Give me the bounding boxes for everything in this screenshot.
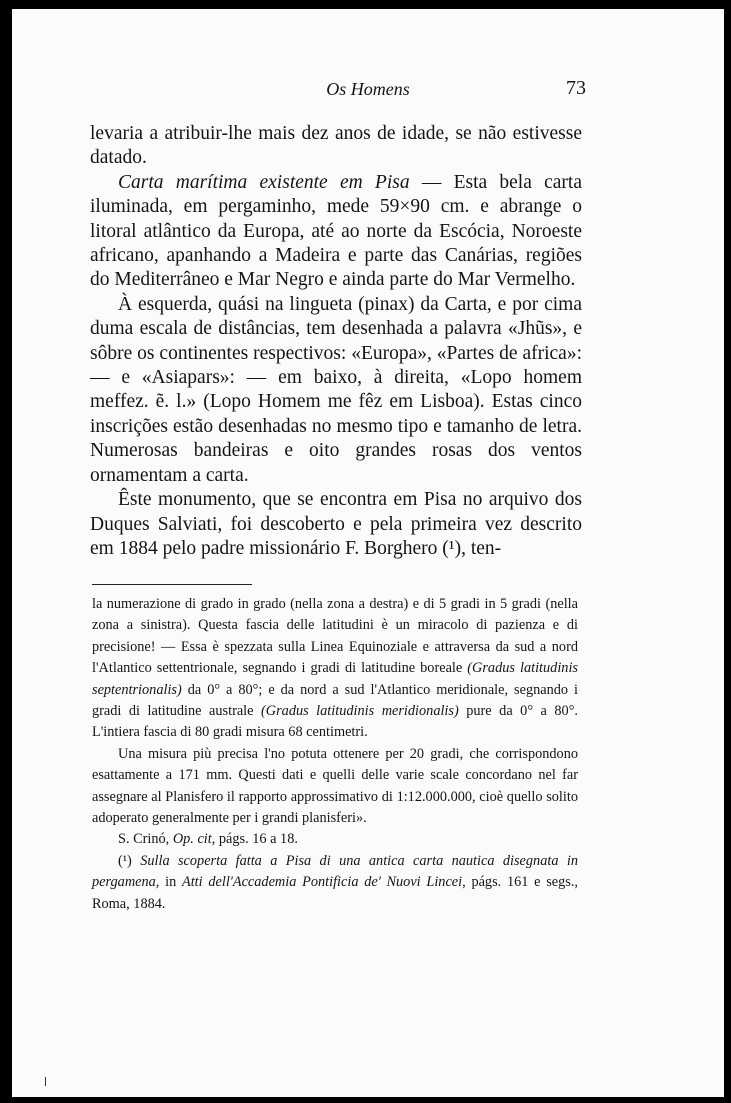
footnote-text: pure da 0° a 80°. L'intiera fascia di 80 gradi misura 68 centimetri.: [92, 703, 578, 741]
main-text: [90, 122, 582, 561]
footnote-measure: Una misura più precisa l'no potuta ottenere per 20 gradi, che corrispondono esattamente a 171 mm. Questi dati e quelli delle varie scale concordano nel far assegnare al Planisfero il rapporto approssimativo di 1:12.000.000, cioè quello solito adoperato generalmente per i grandi planisferi».: [92, 745, 578, 827]
footnote-italic: (Gradus latitudinis septentrionalis): [92, 660, 578, 698]
book-page: [12, 9, 724, 1097]
footnotes: [92, 594, 578, 915]
paragraph-text: — Esta bela carta iluminada, em pergaminho, mede 59×90 cm. e abrange o litoral atlântico da Europa, até ao norte da Escócia, Noroeste africano, apanhando a Madeira e parte das Canárias, regiões do Mediterrâneo e Mar Negro e ainda parte do Mar Vermelho.: [90, 171, 582, 291]
section-heading: Carta marítima existente em Pisa: [118, 171, 410, 193]
footnote-text: la numerazione di grado in grado (nella zona a destra) e di 5 gradi in 5 gradi (nella zona a sinistra). Questa fascia delle latitudini è un miracolo di pazienza e di precisione! — Essa è spezzata sulla Linea Equinoziale e attraversa da sud a nord l'Atlantico settentrionale, segnando i gradi di latitudine boreale: [92, 596, 578, 677]
footnote-italic: (Gradus latitudinis meridionalis): [261, 703, 459, 720]
page-header: [12, 79, 724, 105]
scan-mark: [45, 1077, 46, 1086]
footnote-text: da 0° a 80°; e da nord a sud l'Atlantico meridionale, segnando i gradi di latitudine australe: [92, 681, 578, 720]
footnote-rule: [92, 584, 252, 585]
footnote-text: , págs. 16 a 18.: [211, 831, 298, 848]
footnote-text: S. Crinó,: [118, 831, 173, 848]
footnote-text: in: [159, 874, 182, 891]
footnote-continuation: [92, 594, 578, 744]
footnote-italic: Atti dell'Accademia Pontificia de' Nuovi Lincei,: [181, 874, 466, 891]
paragraph-pisa-chart: [90, 171, 582, 293]
footnote-source: [92, 829, 578, 850]
footnote-italic: Op. cit: [172, 831, 212, 848]
paragraph-monument: Êste monumento, que se encontra em Pisa no arquivo dos Duques Salviati, foi descoberto e pela primeira vez descrito em 1884 pelo padre missionário F. Borghero (¹), ten-: [90, 489, 582, 559]
footnote-text: págs. 161 e segs., Roma, 1884.: [92, 874, 578, 912]
footnote-marker: (¹): [118, 852, 141, 869]
running-title: Os Homens: [326, 79, 410, 99]
paragraph-inscriptions: À esquerda, quási na lingueta (pinax) da Carta, e por cima duma escala de distâncias, tem desenhada a palavra «Jhũs», e sôbre os continentes respectivos: «Europa», «Partes de africa»: — e «Asiapars»: — em baixo, à direita, «Lopo homem meffez. ẽ. l.» (Lopo Homem me fêz em Lisboa). Estas cinco inscrições estão desenhadas no mesmo tipo e tamanho de letra. Numerosas bandeiras e oito grandes rosas dos ventos ornamentam a carta.: [90, 293, 582, 486]
paragraph-continuation: levaria a atribuir-lhe mais dez anos de idade, se não estivesse datado.: [90, 123, 582, 169]
page-number: 73: [566, 77, 586, 99]
footnote-1: [92, 851, 578, 915]
footnote-italic: Sulla scoperta fatta a Pisa di una antica carta nautica disegnata in pergamena,: [92, 852, 578, 891]
